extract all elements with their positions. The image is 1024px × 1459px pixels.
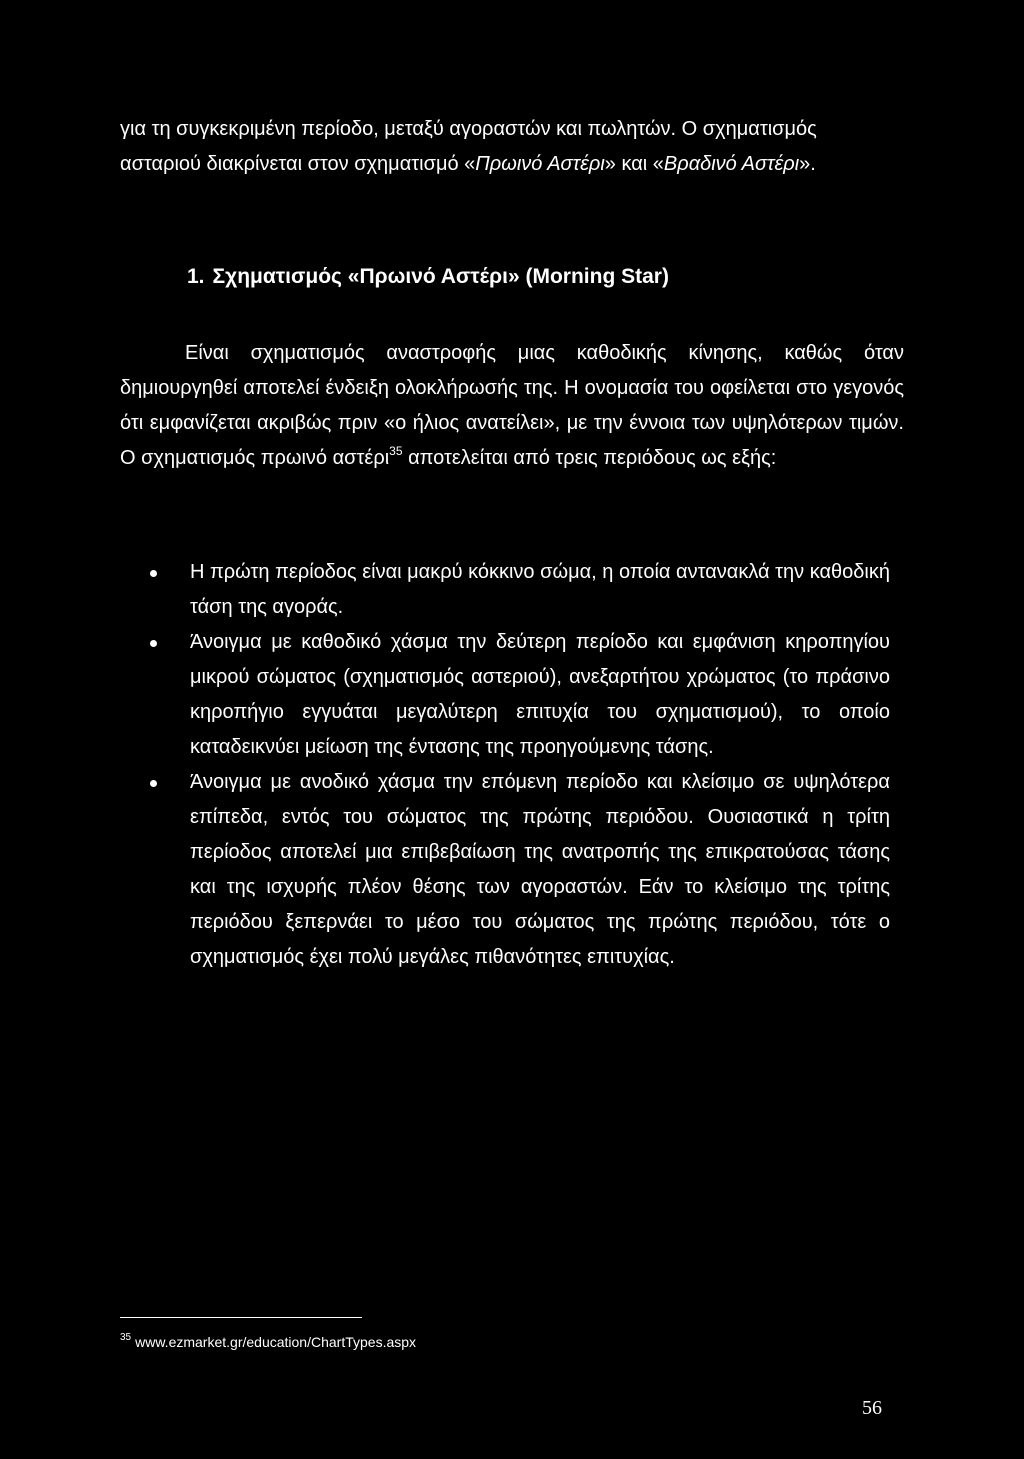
bullet-icon [150,780,157,787]
section-paragraph [120,336,904,476]
section-title: Σχηματισμός «Πρωινό Αστέρι» (Morning Star) [212,265,669,288]
intro-text [120,112,900,182]
section-number: 1. [187,265,205,288]
footnote-divider [120,1317,362,1318]
bullet-icon [150,570,157,577]
period-list [150,555,890,975]
intro-line-2-prefix: ασταριού διακρίνεται στον σχηματισμό « [120,153,476,175]
paragraph-text [120,336,904,476]
intro-line-2-mid: » και « [604,153,664,175]
footnote-link[interactable]: www.ezmarket.gr/education/ChartTypes.aspx [135,1334,417,1350]
list-item-text: Η πρώτη περίοδος είναι μακρύ κόκκινο σώμα, η οποία αντανακλά την καθοδική τάση της αγοράς. [190,561,890,618]
intro-line-1: για τη συγκεκριμένη περίοδο, μεταξύ αγοραστών και πωλητών. Ο σχηματισμός [120,118,817,140]
list-item [150,625,890,765]
section-heading [187,262,669,292]
intro-line-2-suffix: ». [799,153,816,175]
footnote-number: 35 [120,1332,132,1343]
list-item-text: Άνοιγμα με ανοδικό χάσμα την επόμενη περίοδο και κλείσιμο σε υψηλότερα επίπεδα, εντός του σώματος της πρώτης περιόδου. Ουσιαστικά η τρίτη περίοδος αποτελεί μια επιβεβαίωση της ανατροπής της επικρατούσας τάσης και της ισχυρής πλέον θέσης των αγοραστών. Εάν το κλείσιμο της τρίτης περιόδου ξεπερνάει το μέσο του σώματος της πρώτης περιόδου, τότε ο σχηματισμός έχει πολύ μεγάλες πιθανότητες επιτυχίας. [190,771,890,968]
footnote [120,1328,416,1352]
footnote-reference: 35 [389,444,403,458]
list-item-text: Άνοιγμα με καθοδικό χάσμα την δεύτερη περίοδο και εμφάνιση κηροπηγίου μικρού σώματος (σχηματισμός αστεριού), ανεξαρτήτου χρώματος (το πράσινο κηροπήγιο εγγυάται μεγαλύτερη επιτυχία του σχηματισμού), το οποίο καταδεικνύει μείωση της έντασης της προηγούμενης τάσης. [190,631,890,758]
paragraph-text-end: αποτελείται από τρεις περιόδους ως εξής: [402,447,777,469]
bullet-icon [150,640,157,647]
paragraph-text-main: Είναι σχηματισμός αναστροφής μιας καθοδικής κίνησης, καθώς όταν δημιουργηθεί αποτελεί ένδειξη ολοκλήρωσής της. Η ονομασία του οφείλεται στο γεγονός ότι εμφανίζεται ακριβώς πριν «ο ήλιος ανατείλει», με την έννοια των υψηλότερων τιμών. Ο σχηματισμός πρωινό αστέρι [120,342,904,469]
intro-line-2 [120,147,900,182]
evening-star-term: Βραδινό Αστέρι [663,153,800,175]
list-item [150,555,890,625]
morning-star-term: Πρωινό Αστέρι [475,153,605,175]
list-item [150,765,890,975]
page-number: 56 [862,1397,882,1419]
